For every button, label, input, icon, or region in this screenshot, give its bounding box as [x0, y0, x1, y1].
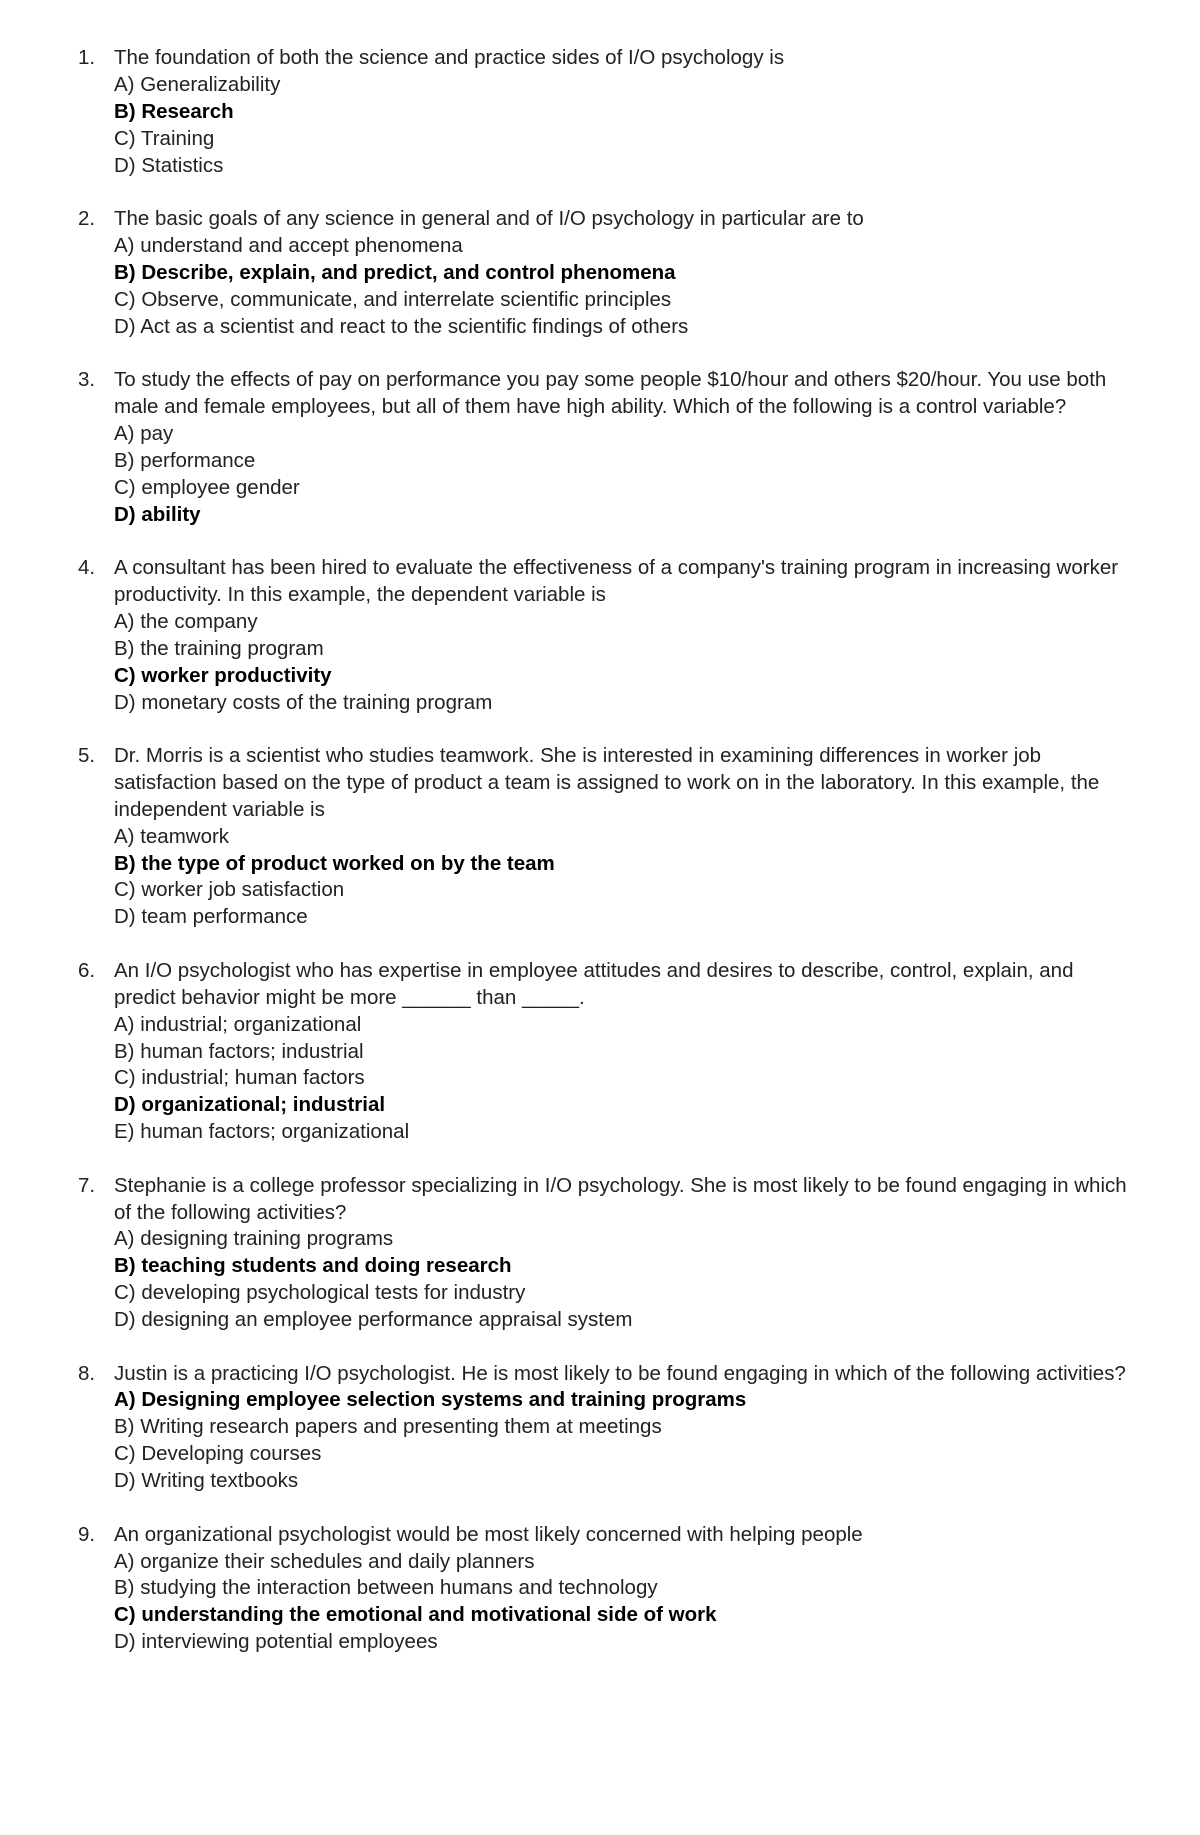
question-number: 2.: [78, 207, 96, 231]
answer-option: A) designing training programs: [114, 1227, 394, 1251]
question-text: The basic goals of any science in general and of I/O psychology in particular are to: [114, 207, 864, 231]
question-list: [78, 45, 1138, 1683]
answer-option: A) organize their schedules and daily planners: [114, 1549, 535, 1573]
answer-option: B) performance: [114, 448, 256, 472]
answer-option: C) employee gender: [114, 475, 300, 499]
answer-option: A) Generalizability: [114, 72, 281, 96]
answer-option: D) Act as a scientist and react to the scientific findings of others: [114, 314, 689, 338]
answer-option: D) monetary costs of the training program: [114, 690, 493, 714]
answer-option: D) Writing textbooks: [114, 1469, 299, 1493]
answer-option: D) designing an employee performance appraisal system: [114, 1308, 633, 1332]
question-text: An organizational psychologist would be most likely concerned with helping people: [114, 1522, 863, 1546]
answer-option: C) worker job satisfaction: [114, 878, 345, 902]
answer-options: [114, 1549, 1138, 1657]
answer-options: [114, 1226, 1138, 1334]
answer-option: A) pay: [114, 421, 174, 445]
question-number: 1.: [78, 46, 96, 69]
answer-option: A) industrial; organizational: [114, 1012, 362, 1036]
answer-option-correct: B) Describe, explain, and predict, and control phenomena: [114, 260, 676, 284]
answer-option: A) understand and accept phenomena: [114, 233, 463, 257]
answer-option: C) Developing courses: [114, 1442, 322, 1466]
question-5: [78, 743, 1138, 931]
answer-option: B) human factors; industrial: [114, 1039, 364, 1063]
answer-option: B) the training program: [114, 636, 324, 660]
question-2: [78, 206, 1138, 341]
question-1: [78, 45, 1138, 180]
answer-option: C) developing psychological tests for industry: [114, 1281, 526, 1305]
question-text: Justin is a practicing I/O psychologist. He is most likely to be found engaging in which of the following activities?: [114, 1361, 1126, 1385]
answer-options: [114, 72, 1138, 180]
question-number: 5.: [78, 743, 96, 767]
answer-option-correct: B) teaching students and doing research: [114, 1254, 512, 1278]
question-number: 9.: [78, 1522, 96, 1546]
answer-option: C) Observe, communicate, and interrelate scientific principles: [114, 287, 672, 311]
question-7: [78, 1173, 1138, 1334]
answer-option: B) Writing research papers and presenting them at meetings: [114, 1415, 662, 1439]
answer-option: D) interviewing potential employees: [114, 1630, 438, 1654]
answer-option-correct: D) organizational; industrial: [114, 1093, 386, 1117]
answer-option: C) Training: [114, 126, 215, 150]
question-text: A consultant has been hired to evaluate the effectiveness of a company's training program in increasing worker productivity. In this example, the dependent variable is: [114, 556, 1119, 606]
question-number: 3.: [78, 368, 96, 392]
question-number: 6.: [78, 958, 96, 982]
question-text: The foundation of both the science and practice sides of I/O psychology is: [114, 46, 785, 69]
question-3: [78, 367, 1138, 528]
answer-option: C) industrial; human factors: [114, 1066, 365, 1090]
question-text: An I/O psychologist who has expertise in employee attitudes and desires to describe, control, explain, and predict behavior might be more ______ than _____.: [114, 958, 1074, 1009]
answer-option: D) Statistics: [114, 153, 224, 177]
answer-option: E) human factors; organizational: [114, 1120, 410, 1144]
question-text: To study the effects of pay on performance you pay some people $10/hour and others $20/hour. You use both male and female employees, but all of them have high ability. Which of the following is a control variable?: [114, 368, 1107, 418]
answer-options: [114, 1012, 1138, 1147]
answer-option-correct: B) Research: [114, 99, 234, 123]
question-text: Stephanie is a college professor specializing in I/O psychology. She is most likely to be found engaging in which of the following activities?: [114, 1173, 1127, 1224]
answer-option-correct: C) understanding the emotional and motivational side of work: [114, 1603, 717, 1627]
answer-option: A) teamwork: [114, 824, 230, 848]
question-number: 8.: [78, 1361, 96, 1385]
question-9: [78, 1522, 1138, 1657]
answer-option-correct: D) ability: [114, 502, 201, 526]
question-number: 4.: [78, 556, 96, 579]
question-4: [78, 555, 1138, 716]
answer-option-correct: B) the type of product worked on by the team: [114, 851, 555, 875]
answer-option-correct: C) worker productivity: [114, 663, 332, 687]
answer-option-correct: A) Designing employee selection systems and training programs: [114, 1388, 747, 1412]
answer-options: [114, 1387, 1138, 1495]
answer-options: [114, 824, 1138, 932]
answer-option: D) team performance: [114, 905, 308, 929]
question-number: 7.: [78, 1173, 96, 1197]
answer-options: [114, 233, 1138, 341]
question-6: [78, 958, 1138, 1146]
answer-options: [114, 421, 1138, 529]
answer-options: [114, 609, 1138, 717]
answer-option: A) the company: [114, 609, 258, 633]
question-8: [78, 1361, 1138, 1496]
answer-option: B) studying the interaction between humans and technology: [114, 1576, 658, 1600]
question-text: Dr. Morris is a scientist who studies teamwork. She is interested in examining differences in worker job satisfaction based on the type of product a team is assigned to work on in the laboratory. In this example, the independent variable is: [114, 743, 1100, 821]
